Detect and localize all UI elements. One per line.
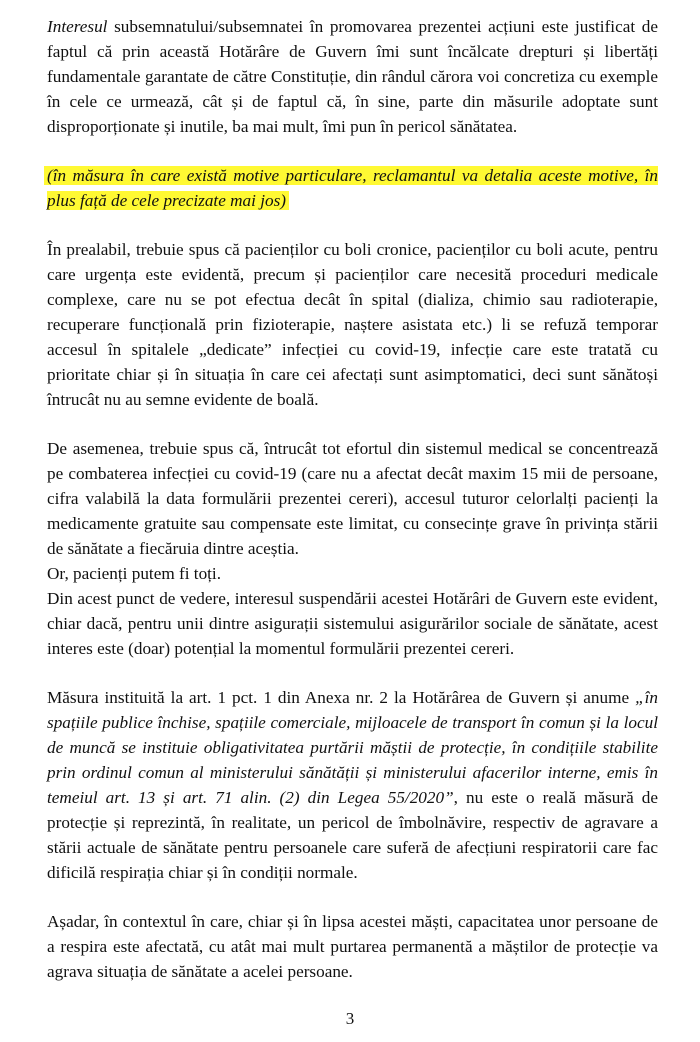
page-number: 3	[345, 1009, 355, 1028]
mask-measure-conclusion: , nu este o reală măsură de protecție și reprezintă, în realitate, un pericol de îmbolnăvire, respectiv de agravare a stării actuale de sănătate pentru persoanele care suferă de afecțiuni respiratorii care fac dificilă respirația chiar și în condiții normale.	[47, 788, 658, 882]
highlighted-note-paragraph	[47, 163, 658, 213]
paragraph-spacer	[47, 139, 658, 163]
paragraph-interest	[47, 14, 658, 139]
paragraph-spacer	[47, 213, 658, 237]
paragraph-spacer	[47, 412, 658, 436]
paragraph-everyone-patients: Or, pacienți putem fi toți.	[47, 564, 222, 583]
mask-measure-intro: Măsura instituită la art. 1 pct. 1 din Anexa nr. 2 la Hotărârea de Guvern și anume	[47, 688, 636, 707]
interest-text: subsemnatului/subsemnatei în promovarea prezentei acțiuni este justificat de faptul că prin această Hotărâre de Guvern îmi sunt încălcate drepturi și libertăți fundamentale garantate de către Constituție, din rândul cărora voi concretiza cu exemple în cele ce urmează, cât și de faptul că, în sine, parte din măsurile adoptate sunt disproporționate și inutile, ba mai mult, îmi pun în pericol sănătatea.	[47, 17, 658, 136]
paragraph-mask-measure	[47, 685, 658, 885]
paragraph-medication-access: De asemenea, trebuie spus că, întrucât tot efortul din sistemul medical se concentrează pe combaterea infecției cu covid-19 (care nu a afectat decât maxim 15 mii de persoane, cifra valabilă la data formulării prezentei cereri), accesul tuturor celorlalți pacienți la medicamente gratuite sau compensate este limitat, cu consecințe grave în privința stării de sănătate a fiecăruia dintre aceștia.	[47, 439, 658, 558]
mask-measure-quote: „în spațiile publice închise, spațiile comerciale, mijloacele de transport în comun și la locul de muncă se instituie obligativitatea purtării măștii de protecție, în condițiile stabilite prin ordinul comun al ministerului sănătății și ministerului afacerilor interne, emis în temeiul art. 13 și art. 71 alin. (2) din Legea 55/2020”	[47, 688, 658, 807]
highlighted-note: (în măsura în care există motive particulare, reclamantul va detalia aceste motive, în plus față de cele precizate mai jos)	[44, 166, 658, 210]
paragraph-spacer	[47, 661, 658, 685]
paragraph-suspension-interest: Din acest punct de vedere, interesul suspendării acestei Hotărâri de Guvern este evident, chiar dacă, pentru unii dintre asigurații sistemului asigurărilor sociale de sănătate, acest interes este (doar) potențial la momentul formulării prezentei cereri.	[47, 589, 658, 658]
paragraph-breathing: Așadar, în contextul în care, chiar și în lipsa acestei măști, capacitatea unor persoane de a respira este afectată, cu atât mai mult purtarea permanentă a măștilor de protecție va agrava situația de sănătate a acelei persoane.	[47, 912, 658, 981]
paragraph-chronic-patients: În prealabil, trebuie spus că pacienților cu boli cronice, pacienților cu boli acute, pentru care urgența este evidentă, precum și pacienților care necesită proceduri medicale complexe, care nu se pot efectua decât în spital (dializa, chimio sau radioterapie, recuperare funcțională prin fizioterapie, naștere asistata etc.) li se refuză temporar accesul în spitalele „dedicate” infecției cu covid-19, infecție care este tratată cu prioritate chiar și în situația în care cei afectați sunt asimptomatici, deci sunt sănătoși întrucât nu au semne evidente de boală.	[47, 240, 658, 409]
interest-lead-italic: Interesul	[47, 17, 108, 36]
paragraph-spacer	[47, 885, 658, 909]
